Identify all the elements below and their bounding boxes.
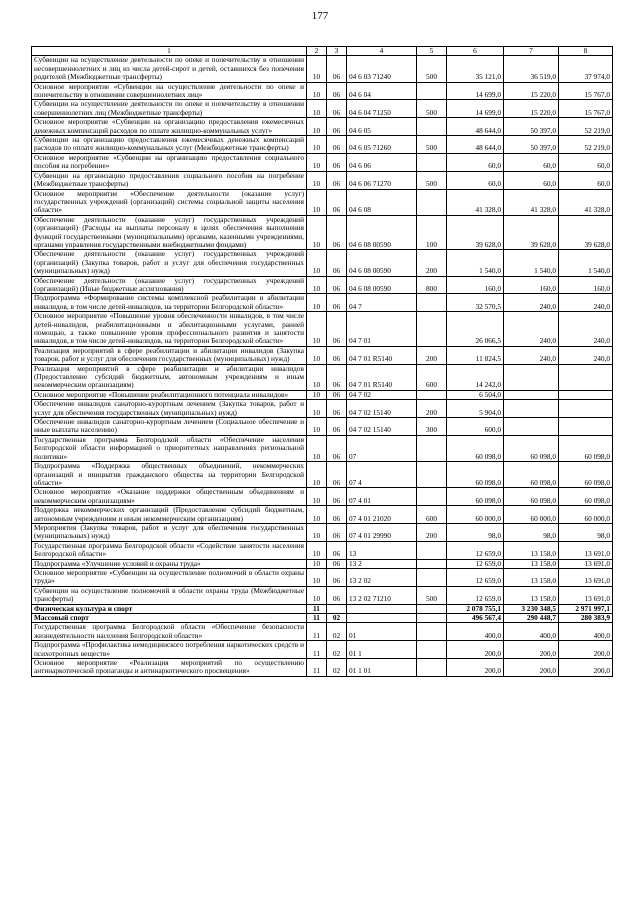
amount-year-3: 400,0 <box>559 623 613 641</box>
expense-type-code <box>417 294 447 312</box>
expense-type-code <box>417 153 447 171</box>
amount-year-2: 290 448,7 <box>504 614 559 623</box>
section-code: 10 <box>307 541 327 559</box>
section-code: 11 <box>307 659 327 677</box>
amount-year-3: 240,0 <box>559 312 613 347</box>
subsection-code: 06 <box>327 82 347 100</box>
subsection-code: 06 <box>327 346 347 364</box>
amount-year-1: 26 066,5 <box>447 312 504 347</box>
row-description: Субвенции на осуществление полномочий в области охраны труда (Межбюджетные трансферты) <box>32 586 307 604</box>
amount-year-1: 12 659,0 <box>447 568 504 586</box>
amount-year-2: 13 158,0 <box>504 586 559 604</box>
amount-year-2: 240,0 <box>504 312 559 347</box>
amount-year-1: 2 078 755,1 <box>447 604 504 613</box>
subsection-code: 06 <box>327 276 347 294</box>
table-row <box>32 312 613 347</box>
amount-year-3: 39 628,0 <box>559 215 613 250</box>
target-article-code: 04 7 01 R5140 <box>347 364 417 390</box>
row-description: Субвенции на осуществление деятельности по опеке и попечительству в отношении совершеннолетних лиц (Межбюджетные трансферты) <box>32 100 307 118</box>
amount-year-3: 200,0 <box>559 659 613 677</box>
expense-type-code <box>417 559 447 568</box>
amount-year-2: 200,0 <box>504 641 559 659</box>
amount-year-3: 2 971 997,1 <box>559 604 613 613</box>
section-code: 10 <box>307 390 327 399</box>
column-header: 3 <box>327 47 347 56</box>
expense-type-code: 300 <box>417 418 447 436</box>
amount-year-2 <box>504 418 559 436</box>
section-code: 10 <box>307 82 327 100</box>
row-description: Обеспечение инвалидов санаторно-курортным лечением (Социальное обеспечение и иные выплаты населению) <box>32 418 307 436</box>
table-row <box>32 568 613 586</box>
amount-year-2 <box>504 400 559 418</box>
target-article-code: 04 6 08 00590 <box>347 215 417 250</box>
column-header: 6 <box>447 47 504 56</box>
subsection-code: 06 <box>327 153 347 171</box>
amount-year-3: 60 098,0 <box>559 488 613 506</box>
column-header: 8 <box>559 47 613 56</box>
amount-year-3 <box>559 400 613 418</box>
amount-year-1: 1 540,0 <box>447 250 504 276</box>
table-row <box>32 488 613 506</box>
row-description: Основное мероприятие «Субвенции на организацию предоставления ежемесячных денежных компенсаций расходов по оплате жилищно-коммунальных услуг» <box>32 118 307 136</box>
target-article-code: 07 4 01 <box>347 488 417 506</box>
amount-year-1: 39 628,0 <box>447 215 504 250</box>
amount-year-3: 41 328,0 <box>559 189 613 215</box>
row-description: Мероприятия (Закупка товаров, работ и услуг для обеспечения государственных (муниципальных) нужд) <box>32 523 307 541</box>
subsection-code: 06 <box>327 312 347 347</box>
amount-year-2: 39 628,0 <box>504 215 559 250</box>
expense-type-code: 100 <box>417 215 447 250</box>
row-description: Массовый спорт <box>32 614 307 623</box>
row-description: Обеспечение деятельности (оказание услуг) государственных учреждений (организаций) (Закупка товаров, работ и услуг для обеспечения государственных (муниципальных) нужд) <box>32 250 307 276</box>
table-row <box>32 641 613 659</box>
row-description: Субвенции на организацию предоставления социального пособия на погребение (Межбюджетные трансферты) <box>32 171 307 189</box>
section-code: 10 <box>307 435 327 461</box>
amount-year-3: 1 540,0 <box>559 250 613 276</box>
subsection-code: 06 <box>327 418 347 436</box>
amount-year-2: 36 519,0 <box>504 56 559 82</box>
amount-year-2 <box>504 390 559 399</box>
amount-year-3: 13 691,0 <box>559 541 613 559</box>
expense-type-code: 200 <box>417 346 447 364</box>
section-code: 10 <box>307 523 327 541</box>
table-row <box>32 82 613 100</box>
subsection-code: 06 <box>327 506 347 524</box>
amount-year-1: 60 098,0 <box>447 488 504 506</box>
amount-year-1: 14 699,0 <box>447 100 504 118</box>
target-article-code: 04 6 08 <box>347 189 417 215</box>
subsection-code: 06 <box>327 189 347 215</box>
amount-year-1: 48 644,0 <box>447 118 504 136</box>
amount-year-1: 14 699,0 <box>447 82 504 100</box>
table-row <box>32 136 613 154</box>
expense-type-code: 500 <box>417 56 447 82</box>
target-article-code: 13 2 02 <box>347 568 417 586</box>
column-header: 5 <box>417 47 447 56</box>
amount-year-1: 48 644,0 <box>447 136 504 154</box>
amount-year-2: 13 158,0 <box>504 568 559 586</box>
target-article-code: 13 2 <box>347 559 417 568</box>
row-description: Субвенции на организацию предоставления ежемесячных денежных компенсаций расходов по оплате жилищно-коммунальных услуг (Межбюджетные трансферты) <box>32 136 307 154</box>
row-description: Физическая культура и спорт <box>32 604 307 613</box>
row-description: Основное мероприятие «Оказание поддержки общественным объединениям и некоммерческим организациям» <box>32 488 307 506</box>
amount-year-3: 13 691,0 <box>559 559 613 568</box>
subsection-code: 06 <box>327 215 347 250</box>
section-code: 10 <box>307 276 327 294</box>
section-code: 10 <box>307 294 327 312</box>
expense-type-code <box>417 435 447 461</box>
table-row <box>32 189 613 215</box>
table-row <box>32 100 613 118</box>
row-description: Субвенции на осуществление деятельности по опеке и попечительству в отношении несовершеннолетних и лиц из числа детей-сирот и детей, оставшихся без попечения родителей (Межбюджетные трансферты) <box>32 56 307 82</box>
amount-year-1: 600,0 <box>447 418 504 436</box>
subsection-code: 06 <box>327 400 347 418</box>
target-article-code: 04 6 04 <box>347 82 417 100</box>
section-code: 10 <box>307 153 327 171</box>
expense-type-code: 500 <box>417 136 447 154</box>
row-description: Основное мероприятие «Субвенции на осуществление деятельности по опеке и попечительству в отношении совершеннолетних лиц» <box>32 82 307 100</box>
subsection-code: 06 <box>327 250 347 276</box>
subsection-code: 06 <box>327 568 347 586</box>
subsection-code: 06 <box>327 462 347 488</box>
subsection-code: 06 <box>327 559 347 568</box>
amount-year-1: 32 570,5 <box>447 294 504 312</box>
amount-year-3: 60 000,0 <box>559 506 613 524</box>
table-row <box>32 294 613 312</box>
target-article-code: 04 6 08 00590 <box>347 250 417 276</box>
amount-year-3: 13 691,0 <box>559 586 613 604</box>
expense-type-code <box>417 189 447 215</box>
subsection-code: 06 <box>327 435 347 461</box>
row-description: Реализация мероприятий в сфере реабилитации и абилитации инвалидов (Закупка товаров, работ и услуг для обеспечения государственных (муниципальных) нужд) <box>32 346 307 364</box>
section-code: 10 <box>307 462 327 488</box>
amount-year-3 <box>559 390 613 399</box>
amount-year-2: 13 158,0 <box>504 541 559 559</box>
table-row <box>32 523 613 541</box>
section-code: 10 <box>307 100 327 118</box>
table-row <box>32 364 613 390</box>
subsection-code: 02 <box>327 659 347 677</box>
column-header: 2 <box>307 47 327 56</box>
amount-year-2: 98,0 <box>504 523 559 541</box>
expense-type-code: 500 <box>417 171 447 189</box>
amount-year-1: 60 098,0 <box>447 435 504 461</box>
table-row <box>32 215 613 250</box>
amount-year-3: 240,0 <box>559 294 613 312</box>
target-article-code: 04 7 02 15140 <box>347 418 417 436</box>
amount-year-2: 60 098,0 <box>504 488 559 506</box>
expense-type-code <box>417 82 447 100</box>
expense-type-code <box>417 541 447 559</box>
amount-year-3: 98,0 <box>559 523 613 541</box>
row-description: Основное мероприятие «Субвенции на осуществление полномочий в области охраны труда» <box>32 568 307 586</box>
expense-type-code: 200 <box>417 523 447 541</box>
row-description: Основное мероприятие «Повышение уровня обеспеченности инвалидов, в том числе детей-инвалидов, реабилитационными и абилитационными услугами, ранней помощью, а также повышение уровня профессионального развития и занятости инвалидов, в том числе детей-инвалидов, на территории Белгородской области» <box>32 312 307 347</box>
amount-year-3 <box>559 364 613 390</box>
section-code: 10 <box>307 400 327 418</box>
subsection-code: 06 <box>327 586 347 604</box>
table-row <box>32 506 613 524</box>
target-article-code: 13 2 02 71210 <box>347 586 417 604</box>
row-description: Обеспечение деятельности (оказание услуг) государственных учреждений (организаций) (Расходы на выплаты персоналу в целях обеспечения выполнения функций государственными (муниципальными) органами, казенными учреждениями, органами управления государственными внебюджетными фондами) <box>32 215 307 250</box>
row-description: Реализация мероприятий в сфере реабилитации и абилитации инвалидов (Предоставление субсидий бюджетным, автономным учреждениям и иным некоммерческим организациям) <box>32 364 307 390</box>
target-article-code: 04 6 03 71240 <box>347 56 417 82</box>
amount-year-2: 41 328,0 <box>504 189 559 215</box>
section-code: 10 <box>307 364 327 390</box>
amount-year-2: 240,0 <box>504 294 559 312</box>
target-article-code: 04 7 02 <box>347 390 417 399</box>
subsection-code: 06 <box>327 294 347 312</box>
table-row <box>32 400 613 418</box>
amount-year-3: 280 383,9 <box>559 614 613 623</box>
table-row <box>32 659 613 677</box>
row-description: Основное мероприятие «Обеспечение деятельности (оказание услуг) государственных учреждений (организаций) системы социальной защиты населения области» <box>32 189 307 215</box>
subsection-code: 02 <box>327 623 347 641</box>
amount-year-3: 60,0 <box>559 153 613 171</box>
amount-year-1: 11 824,5 <box>447 346 504 364</box>
section-code: 10 <box>307 189 327 215</box>
amount-year-2: 60 098,0 <box>504 435 559 461</box>
amount-year-1: 12 659,0 <box>447 586 504 604</box>
subsection-code: 06 <box>327 171 347 189</box>
row-description: Подпрограмма «Улучшение условий и охраны труда» <box>32 559 307 568</box>
amount-year-1: 200,0 <box>447 659 504 677</box>
section-code: 10 <box>307 346 327 364</box>
expense-type-code <box>417 390 447 399</box>
row-description: Основное мероприятие «Повышение реабилитационного потенциала инвалидов» <box>32 390 307 399</box>
target-article-code: 13 <box>347 541 417 559</box>
column-header: 7 <box>504 47 559 56</box>
subsection-code: 02 <box>327 614 347 623</box>
column-header: 1 <box>32 47 307 56</box>
row-description: Основное мероприятие «Реализация мероприятий по осуществлению антинаркотической пропаганды и антинаркотического просвещения» <box>32 659 307 677</box>
amount-year-3: 15 767,0 <box>559 100 613 118</box>
expense-type-code: 200 <box>417 400 447 418</box>
amount-year-1: 60,0 <box>447 153 504 171</box>
table-row <box>32 276 613 294</box>
amount-year-3: 60,0 <box>559 171 613 189</box>
amount-year-2: 1 540,0 <box>504 250 559 276</box>
amount-year-1: 98,0 <box>447 523 504 541</box>
amount-year-1: 60 000,0 <box>447 506 504 524</box>
table-body <box>32 56 613 676</box>
expense-type-code <box>417 462 447 488</box>
amount-year-2: 50 397,0 <box>504 136 559 154</box>
table-row <box>32 171 613 189</box>
table-row <box>32 118 613 136</box>
table-row <box>32 623 613 641</box>
section-code: 10 <box>307 118 327 136</box>
amount-year-1: 496 567,4 <box>447 614 504 623</box>
expense-type-code <box>417 568 447 586</box>
amount-year-2: 15 220,0 <box>504 82 559 100</box>
expense-type-code <box>417 604 447 613</box>
section-code: 11 <box>307 604 327 613</box>
row-description: Подпрограмма «Поддержка общественных объединений, некоммерческих организаций и инициатив гражданского общества на территории Белгородской области» <box>32 462 307 488</box>
row-description: Подпрограмма «Формирование системы комплексной реабилитации и абилитации инвалидов, в том числе детей-инвалидов, на территории Белгородской области» <box>32 294 307 312</box>
amount-year-2: 160,0 <box>504 276 559 294</box>
expense-type-code: 200 <box>417 250 447 276</box>
expense-type-code: 500 <box>417 100 447 118</box>
amount-year-3 <box>559 418 613 436</box>
row-description: Государственная программа Белгородской области «Содействие занятости населения Белгородской области» <box>32 541 307 559</box>
section-code: 10 <box>307 215 327 250</box>
amount-year-2: 60,0 <box>504 153 559 171</box>
amount-year-1: 400,0 <box>447 623 504 641</box>
amount-year-3: 160,0 <box>559 276 613 294</box>
expense-type-code: 600 <box>417 364 447 390</box>
section-code: 10 <box>307 506 327 524</box>
target-article-code: 04 7 <box>347 294 417 312</box>
amount-year-1: 6 504,0 <box>447 390 504 399</box>
target-article-code <box>347 604 417 613</box>
target-article-code: 01 1 01 <box>347 659 417 677</box>
section-code: 10 <box>307 488 327 506</box>
target-article-code: 04 6 06 71270 <box>347 171 417 189</box>
amount-year-3: 52 219,0 <box>559 118 613 136</box>
subsection-code: 06 <box>327 364 347 390</box>
table-row <box>32 541 613 559</box>
section-code: 11 <box>307 623 327 641</box>
row-description: Обеспечение деятельности (оказание услуг) государственных учреждений (организаций) (Иные бюджетные ассигнования) <box>32 276 307 294</box>
expense-type-code <box>417 641 447 659</box>
target-article-code: 04 6 04 71250 <box>347 100 417 118</box>
amount-year-1: 60,0 <box>447 171 504 189</box>
target-article-code: 04 7 01 <box>347 312 417 347</box>
row-description: Государственная программа Белгородской области «Обеспечение безопасности жизнедеятельности населения Белгородской области» <box>32 623 307 641</box>
amount-year-2: 50 397,0 <box>504 118 559 136</box>
target-article-code: 04 6 05 <box>347 118 417 136</box>
amount-year-1: 35 121,0 <box>447 56 504 82</box>
amount-year-3: 200,0 <box>559 641 613 659</box>
target-article-code: 01 1 <box>347 641 417 659</box>
expense-type-code <box>417 488 447 506</box>
amount-year-1: 5 904,0 <box>447 400 504 418</box>
amount-year-2: 200,0 <box>504 659 559 677</box>
table-row <box>32 418 613 436</box>
subsection-code: 06 <box>327 136 347 154</box>
target-article-code: 04 6 08 00590 <box>347 276 417 294</box>
section-code: 10 <box>307 586 327 604</box>
target-article-code: 07 4 01 29990 <box>347 523 417 541</box>
amount-year-1: 160,0 <box>447 276 504 294</box>
section-code: 10 <box>307 171 327 189</box>
amount-year-2 <box>504 364 559 390</box>
amount-year-2: 400,0 <box>504 623 559 641</box>
subsection-code: 06 <box>327 390 347 399</box>
target-article-code: 04 6 06 <box>347 153 417 171</box>
section-code: 10 <box>307 250 327 276</box>
amount-year-3: 37 974,0 <box>559 56 613 82</box>
target-article-code: 07 4 <box>347 462 417 488</box>
row-description: Основное мероприятие «Субвенции на организацию предоставления социального пособия на погребение» <box>32 153 307 171</box>
subsection-code: 06 <box>327 118 347 136</box>
section-code: 10 <box>307 136 327 154</box>
target-article-code: 04 7 02 15140 <box>347 400 417 418</box>
table-row <box>32 250 613 276</box>
section-code: 11 <box>307 614 327 623</box>
subsection-code: 06 <box>327 541 347 559</box>
amount-year-1: 12 659,0 <box>447 541 504 559</box>
row-description: Поддержка некоммерческих организаций (Предоставление субсидий бюджетным, автономным учреждениям и иным некоммерческим организациям) <box>32 506 307 524</box>
expense-type-code: 500 <box>417 586 447 604</box>
expense-type-code <box>417 312 447 347</box>
expense-type-code <box>417 623 447 641</box>
page-number: 177 <box>311 10 329 22</box>
amount-year-2: 60 098,0 <box>504 462 559 488</box>
amount-year-3: 15 767,0 <box>559 82 613 100</box>
target-article-code <box>347 614 417 623</box>
amount-year-3: 13 691,0 <box>559 568 613 586</box>
expense-type-code <box>417 118 447 136</box>
section-code: 10 <box>307 56 327 82</box>
amount-year-2: 240,0 <box>504 346 559 364</box>
expense-type-code: 600 <box>417 506 447 524</box>
target-article-code: 07 <box>347 435 417 461</box>
table-row <box>32 462 613 488</box>
amount-year-1: 12 659,0 <box>447 559 504 568</box>
table-row <box>32 586 613 604</box>
amount-year-1: 200,0 <box>447 641 504 659</box>
row-description: Подпрограмма «Профилактика немедицинского потребления наркотических средств и психотропных веществ» <box>32 641 307 659</box>
section-code: 10 <box>307 312 327 347</box>
target-article-code: 07 4 01 21020 <box>347 506 417 524</box>
table-row <box>32 346 613 364</box>
section-code: 10 <box>307 418 327 436</box>
subsection-code: 06 <box>327 488 347 506</box>
amount-year-3: 240,0 <box>559 346 613 364</box>
amount-year-1: 14 242,0 <box>447 364 504 390</box>
target-article-code: 01 <box>347 623 417 641</box>
section-code: 11 <box>307 641 327 659</box>
amount-year-1: 60 098,0 <box>447 462 504 488</box>
target-article-code: 04 7 01 R5140 <box>347 346 417 364</box>
amount-year-3: 60 098,0 <box>559 435 613 461</box>
table-row <box>32 56 613 82</box>
expense-type-code: 800 <box>417 276 447 294</box>
amount-year-2: 60,0 <box>504 171 559 189</box>
expense-type-code <box>417 659 447 677</box>
subsection-code: 06 <box>327 56 347 82</box>
amount-year-3: 60 098,0 <box>559 462 613 488</box>
amount-year-1: 41 328,0 <box>447 189 504 215</box>
subsection-code: 06 <box>327 100 347 118</box>
subsection-code: 06 <box>327 523 347 541</box>
target-article-code: 04 6 05 71260 <box>347 136 417 154</box>
amount-year-2: 15 220,0 <box>504 100 559 118</box>
amount-year-2: 3 230 348,5 <box>504 604 559 613</box>
section-code: 10 <box>307 559 327 568</box>
amount-year-3: 52 219,0 <box>559 136 613 154</box>
table-row <box>32 153 613 171</box>
column-header: 4 <box>347 47 417 56</box>
section-code: 10 <box>307 568 327 586</box>
amount-year-2: 13 158,0 <box>504 559 559 568</box>
amount-year-2: 60 000,0 <box>504 506 559 524</box>
subsection-code: 02 <box>327 641 347 659</box>
budget-table <box>31 46 613 677</box>
expense-type-code <box>417 614 447 623</box>
table-row <box>32 435 613 461</box>
row-description: Государственная программа Белгородской области «Обеспечение населения Белгородской области информацией о приоритетных направлениях региональной политики» <box>32 435 307 461</box>
table-row <box>32 604 613 613</box>
row-description: Обеспечение инвалидов санаторно-курортным лечением (Закупка товаров, работ и услуг для обеспечения государственных (муниципальных) нужд) <box>32 400 307 418</box>
